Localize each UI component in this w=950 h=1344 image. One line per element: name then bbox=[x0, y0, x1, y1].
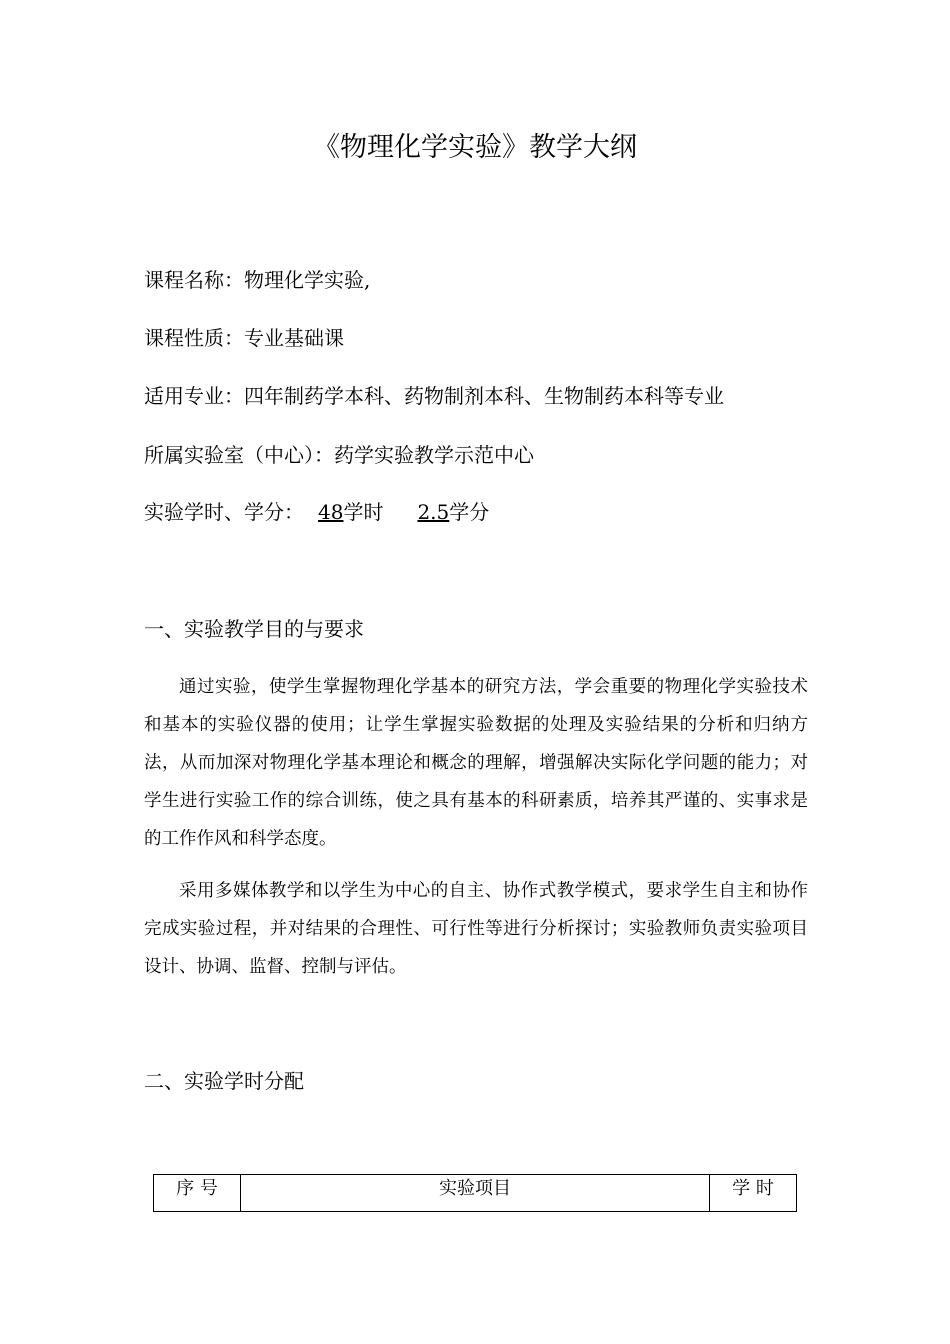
hours-value: 48 bbox=[318, 500, 344, 524]
header-index: 序 号 bbox=[154, 1175, 241, 1212]
info-major bbox=[144, 381, 724, 411]
lab-label: 所属实验室（中心）： bbox=[144, 443, 334, 467]
document-title: 《物理化学实验》教学大纲 bbox=[313, 132, 637, 163]
hours-allocation-table bbox=[153, 1174, 797, 1212]
section1-heading: 一、实验教学目的与要求 bbox=[144, 617, 364, 641]
info-course-nature bbox=[144, 323, 344, 353]
hours-unit: 学时 bbox=[343, 500, 384, 524]
header-project: 实验项目 bbox=[241, 1175, 710, 1212]
hours-label: 实验学时、学分： bbox=[144, 500, 304, 524]
course-nature-label: 课程性质： bbox=[144, 326, 244, 350]
lab-value: 药学实验教学示范中心 bbox=[334, 443, 534, 467]
info-course-name bbox=[144, 265, 370, 295]
major-value: 四年制药学本科、药物制剂本科、生物制药本科等专业 bbox=[244, 384, 724, 408]
credit-unit: 学分 bbox=[449, 500, 490, 524]
section1-paragraph-2: 采用多媒体教学和以学生为中心的自主、协作式教学模式，要求学生自主和协作完成实验过程，并对结果的合理性、可行性等进行分析探讨；实验教师负责实验项目设计、协调、监督、控制与评估。 bbox=[144, 881, 808, 977]
section2-heading: 二、实验学时分配 bbox=[144, 1069, 304, 1093]
section1-paragraph-1: 通过实验，使学生掌握物理化学基本的研究方法，学会重要的物理化学实验技术和基本的实验仪器的使用；让学生掌握实验数据的处理及实验结果的分析和归纳方法，从而加深对物理化学基本理论和概念的理解，增强解决实际化学问题的能力；对学生进行实验工作的综合训练，使之具有基本的科研素质，培养其严谨的、实事求是的工作作风和科学态度。 bbox=[144, 677, 808, 849]
major-label: 适用专业： bbox=[144, 384, 244, 408]
course-name-label: 课程名称： bbox=[144, 268, 244, 292]
info-lab bbox=[144, 440, 534, 470]
course-name-value: 物理化学实验, bbox=[244, 268, 371, 292]
course-nature-value: 专业基础课 bbox=[244, 326, 344, 350]
credit-value: 2.5 bbox=[417, 500, 450, 524]
info-hours-credits bbox=[144, 497, 489, 527]
table-header-row bbox=[154, 1175, 797, 1212]
header-hours: 学 时 bbox=[710, 1175, 797, 1212]
